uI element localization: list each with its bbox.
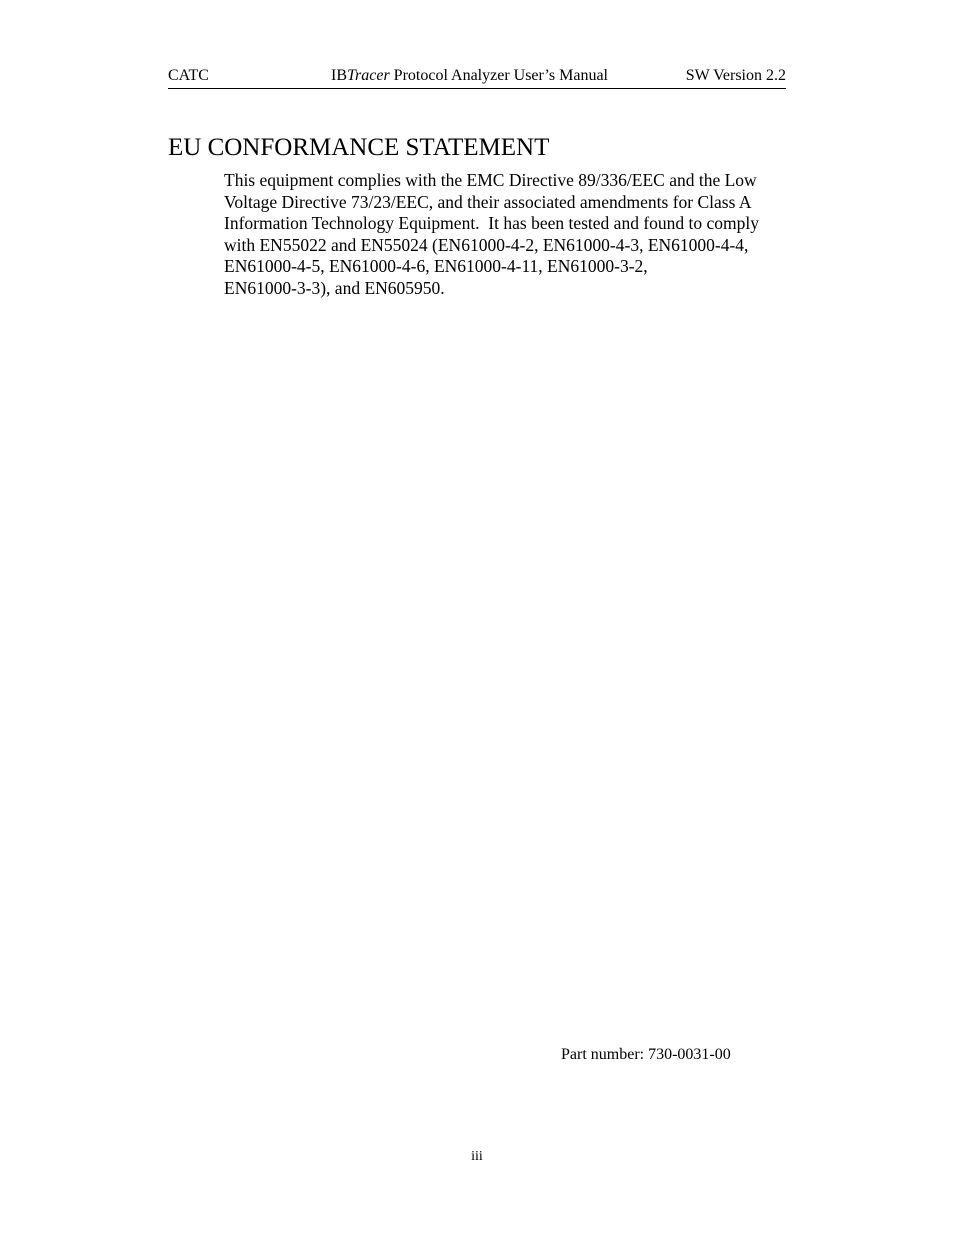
header-title-prefix: IB: [331, 67, 347, 84]
paragraph-line: with EN55022 and EN55024 (EN61000-4-2, EN61000-4-3, EN61000-4-4,: [224, 234, 749, 255]
paragraph-line: EN61000-3-3), and EN605950.: [224, 277, 445, 298]
paragraph-line: Voltage Directive 73/23/EEC, and their associated amendments for Class A: [224, 191, 752, 212]
paragraph-line: EN61000-4-5, EN61000-4-6, EN61000-4-11, EN61000-3-2,: [224, 256, 648, 277]
header-company: CATC: [168, 67, 209, 84]
paragraph-line: Information Technology Equipment. It has been tested and found to comply: [224, 213, 759, 234]
conformance-paragraph: [224, 170, 788, 300]
header-version: SW Version 2.2: [685, 67, 786, 84]
header-title-italic: Tracer: [347, 67, 390, 84]
page-number: iii: [471, 1149, 483, 1164]
header-manual-title: [331, 65, 608, 87]
paragraph-line: This equipment complies with the EMC Directive 89/336/EEC and the Low: [224, 170, 757, 190]
running-header: [168, 64, 786, 89]
part-number: Part number: 730-0031-00: [561, 1046, 731, 1063]
section-title: EU CONFORMANCE STATEMENT: [168, 134, 550, 161]
header-title-suffix: Protocol Analyzer User’s Manual: [389, 67, 608, 84]
